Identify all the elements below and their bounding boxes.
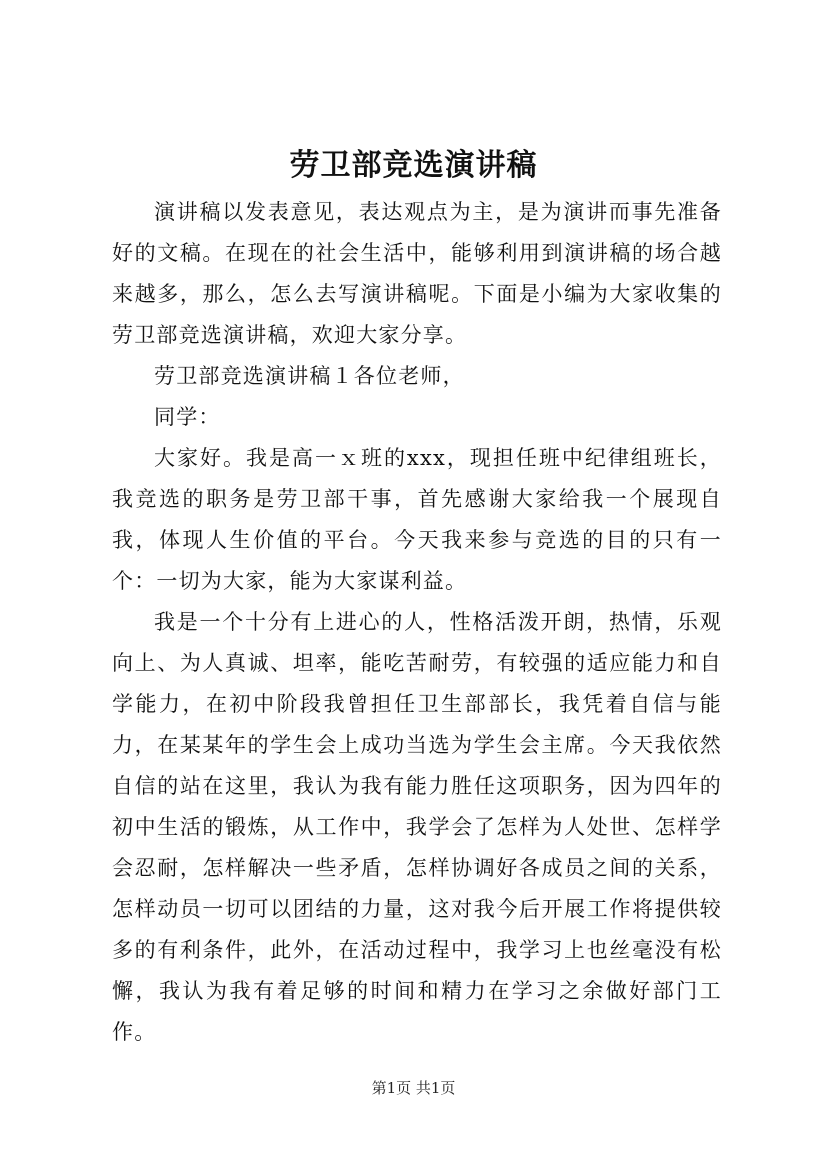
paragraph-salutation: 同学：: [154, 405, 221, 429]
paragraph-heading-1: 劳卫部竞选演讲稿１各位老师，: [154, 364, 465, 388]
paragraph-intro: 演讲稿以发表意见，表达观点为主，是为演讲而事先准备好的文稿。在现在的社会生活中，能够利用到演讲稿的场合越来越多，那么，怎么去写演讲稿呢。下面是小编为大家收集的劳卫部竞选演讲稿，欢迎大家分享。: [112, 200, 722, 347]
document-body: [112, 192, 722, 1053]
page-number-footer: 第1页 共1页: [371, 1079, 456, 1097]
paragraph-self-introduction: 我是一个十分有上进心的人，性格活泼开朗，热情，乐观向上、为人真诚、坦率，能吃苦耐劳，有较强的适应能力和自学能力，在初中阶段我曾担任卫生部部长，我凭着自信与能力，在某某年的学生会上成功当选为学生会主席。今天我依然自信的站在这里，我认为我有能力胜任这项职务，因为四年的初中生活的锻炼，从工作中，我学会了怎样为人处世、怎样学会忍耐，怎样解决一些矛盾，怎样协调好各成员之间的关系，怎样动员一切可以团结的力量，这对我今后开展工作将提供较多的有利条件，此外，在活动过程中，我学习上也丝毫没有松懈，我认为我有着足够的时间和精力在学习之余做好部门工作。: [112, 610, 722, 1044]
document-title: 劳卫部竞选演讲稿: [289, 148, 538, 183]
paragraph-greeting: 大家好。我是高一ｘ班的xxx，现担任班中纪律组班长，我竞选的职务是劳卫部干事，首先感谢大家给我一个展现自我，体现人生价值的平台。今天我来参与竞选的目的只有一个：一切为大家，能为大家谋利益。: [112, 446, 722, 593]
